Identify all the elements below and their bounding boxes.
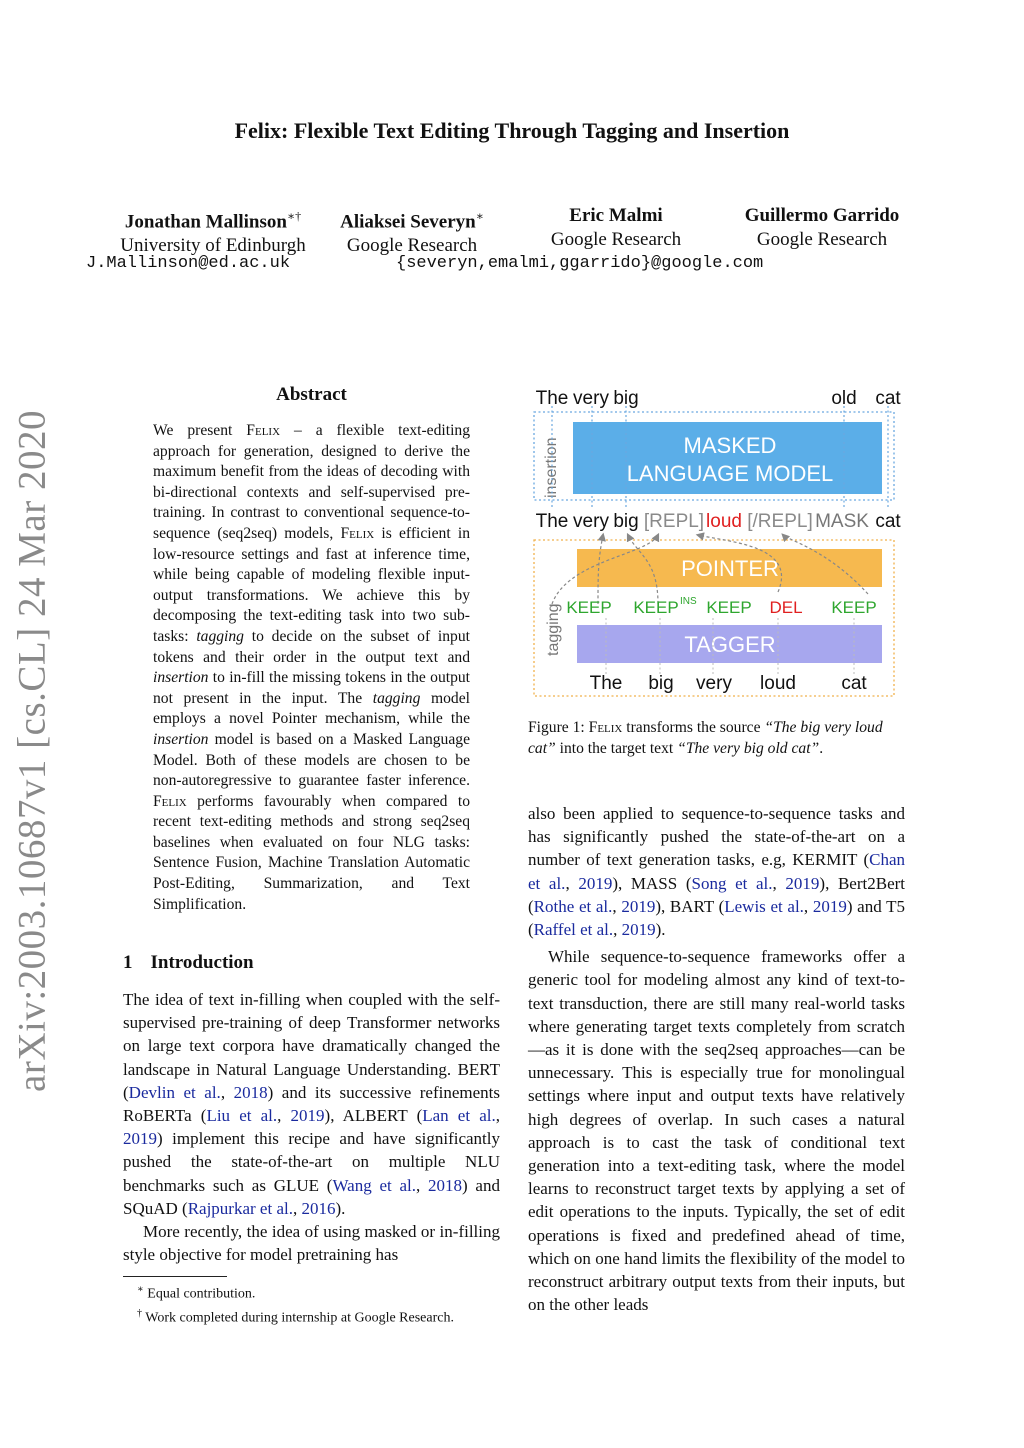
citation-raffel[interactable]: Raffel et al. [533, 920, 614, 940]
email-group[interactable]: {severyn,emalmi,ggarrido}@google.com [396, 254, 764, 273]
tag-keep-3: KEEP [706, 598, 752, 617]
author-1 [98, 204, 328, 258]
output-token-very: very [573, 388, 609, 409]
intro-paragraph-1: The idea of text in-filling when coupled with the self-supervised pre-training of deep Transformer networks on large text corpora have dramatically changed the landscape in Natural Language Understanding. BERT (Devlin et al., 2018) and its successive refinements RoBERTa (Liu et al., 2019), ALBERT (Lan et al., 2019) implement this recipe and have significantly pushed the state-of-the-art on multiple NLU benchmarks such as GLUE (Wang et al., 2018) and SQuAD (Rajpurkar et al., 2016). [123, 990, 501, 1218]
citation-chan[interactable]: Chan et al. [528, 850, 905, 893]
citation-wang[interactable]: Wang et al. [332, 1175, 416, 1195]
citation-rothe[interactable]: Rothe et al. [533, 896, 613, 916]
intro-paragraph-2: More recently, the idea of using masked or in-filling style objective for model pretraining has [123, 1222, 500, 1265]
tagging-label: tagging [545, 603, 562, 656]
tag-keep-4: KEEP [831, 598, 877, 617]
abstract-heading: Abstract [276, 384, 347, 405]
mid-token-big: big [613, 511, 639, 532]
arxiv-stamp [10, 410, 54, 1092]
tag-keep-1: KEEP [566, 598, 612, 617]
mlm-label-2: LANGUAGE MODEL [626, 461, 834, 486]
author-name: Jonathan Mallinson [124, 211, 287, 233]
citation-rajpurkar[interactable]: Rajpurkar et al. [187, 1198, 293, 1218]
input-token-loud: loud [760, 673, 796, 694]
input-token-very: very [696, 673, 732, 694]
author-name: Guillermo Garrido [744, 205, 900, 226]
tag-ins-superscript: INS [680, 596, 697, 607]
citation-year[interactable]: 2019 [812, 896, 847, 916]
right-paragraph-2: While sequence-to-sequence frameworks offer a generic tool for modeling almost any kind of text-to-text transduction, there are still many real-world tasks where generating target texts completely from scratch—as it is done with the seq2seq approaches—can be unnecessary. This is especially true for monolingual settings where input and output texts have relatively high degrees of overlap. In such cases a natural approach is to cast the task of conditional text generation into a text-editing task, where the model learns to reconstruct target texts by applying a set of edit operations to the inputs. Typically, the set of edit operations is fixed and predefined ahead of time, which on one hand limits the flexibility of the model to reconstruct arbitrary output texts from their inputs, but on the other leads [528, 947, 905, 1315]
citation-liu[interactable]: Liu et al. [206, 1106, 278, 1126]
author-mark: ∗ [475, 209, 484, 223]
citation-year[interactable]: 2018 [233, 1082, 268, 1102]
intro-right-column [528, 802, 905, 1316]
mid-token-repl: [REPL] [643, 511, 705, 532]
citation-song[interactable]: Song et al. [691, 873, 773, 893]
mid-token-cat: cat [875, 511, 901, 532]
arxiv-id: arXiv:2003.10687v1 [cs.CL] 24 Mar 2020 [10, 410, 54, 1092]
author-affil: Google Research [550, 229, 682, 250]
author-name: Eric Malmi [569, 205, 663, 226]
author-affil: Google Research [346, 235, 478, 257]
input-token-big: big [648, 673, 674, 694]
citation-year[interactable]: 2019 [621, 920, 656, 940]
citation-year[interactable]: 2019 [578, 873, 613, 893]
author-2 [322, 204, 502, 258]
citation-year[interactable]: 2018 [428, 1175, 463, 1195]
input-token-the: The [589, 673, 623, 694]
author-name: Aliaksei Severyn [340, 211, 476, 233]
input-token-cat: cat [841, 673, 867, 694]
output-token-the: The [535, 388, 569, 409]
citation-lan[interactable]: Lan et al. [422, 1106, 496, 1126]
right-paragraph-1: also been applied to sequence-to-sequence tasks and has significantly pushed the state-of-the-art on a number of text generation tasks, e.g, KERMIT (Chan et al., 2019), MASS (Song et al., 2019), Bert2Bert (Rothe et al., 2019), BART (Lewis et al., 2019) and T5 (Raffel et al., 2019). [528, 804, 905, 940]
mid-token-very: very [573, 511, 609, 532]
author-3 [526, 204, 706, 252]
figure-1-caption: Figure 1: Felix transforms the source “The big very loud cat” into the target text “The very big old cat”. [528, 719, 883, 757]
email-first[interactable]: J.Mallinson@ed.ac.uk [86, 254, 291, 273]
footnotes [123, 1280, 513, 1327]
tag-keep-2: KEEP [633, 598, 679, 617]
footnote-2: † Work completed during internship at Google Research. [137, 1307, 454, 1326]
citation-year[interactable]: 2019 [123, 1129, 157, 1149]
mid-token-mask: MASK [815, 511, 869, 532]
citation-year[interactable]: 2019 [785, 873, 820, 893]
mid-token-the: The [535, 511, 569, 532]
intro-left-column [123, 988, 500, 1266]
citation-year[interactable]: 2016 [301, 1198, 336, 1218]
tagger-label: TAGGER [684, 632, 776, 657]
author-mark: ∗† [286, 209, 302, 223]
citation-year[interactable]: 2019 [621, 896, 656, 916]
mlm-label-1: MASKED [683, 433, 777, 458]
paper-title: Felix: Flexible Text Editing Through Tagging and Insertion [234, 118, 790, 143]
author-4 [722, 204, 922, 252]
figure-1-diagram [528, 380, 908, 700]
footnote-rule [123, 1276, 227, 1277]
output-token-big: big [613, 388, 639, 409]
tag-del: DEL [769, 598, 803, 617]
abstract-body: We present Felix – a flexible text-editing approach for generation, designed to derive the maximum benefit from the ideas of decoding with bi-directional contexts and self-supervised pre-training. In contrast to conventional sequence-to-sequence (seq2seq) models, Felix is efficient in low-resource settings and fast at inference time, while being capable of modeling flexible input-output transformations. We achieve this by decomposing the text-editing task into two sub-tasks: tagging to decide on the subset of input tokens and their order in the output text and insertion to in-fill the missing tokens in the output not present in the input. The tagging model employs a novel Pointer mechanism, while the insertion model is based on a Masked Language Model. Both of these models are chosen to be non-autoregressive to guarantee faster inference. Felix performs favourably when compared to recent text-editing methods and strong seq2seq baselines when evaluated on four NLG tasks: Sentence Fusion, Machine Translation Automatic Post-Editing, Summarization, and Text Simplification. [153, 422, 470, 913]
output-token-cat: cat [875, 388, 901, 409]
footnote-1: ∗ Equal contribution. [137, 1284, 256, 1302]
mid-token-loud: loud [706, 511, 742, 532]
author-affil: University of Edinburgh [120, 235, 306, 257]
section-heading-introduction: 1 Introduction [123, 952, 254, 973]
citation-lewis[interactable]: Lewis et al. [724, 896, 804, 916]
citation-year[interactable]: 2019 [290, 1106, 325, 1126]
pointer-label: POINTER [681, 556, 779, 581]
felix-diagram-svg [528, 380, 908, 700]
citation-devlin[interactable]: Devlin et al. [128, 1082, 221, 1102]
author-affil: Google Research [756, 229, 888, 250]
mid-token-end-repl: [/REPL] [747, 511, 813, 532]
insertion-label: insertion [543, 437, 560, 498]
output-token-old: old [831, 388, 857, 409]
